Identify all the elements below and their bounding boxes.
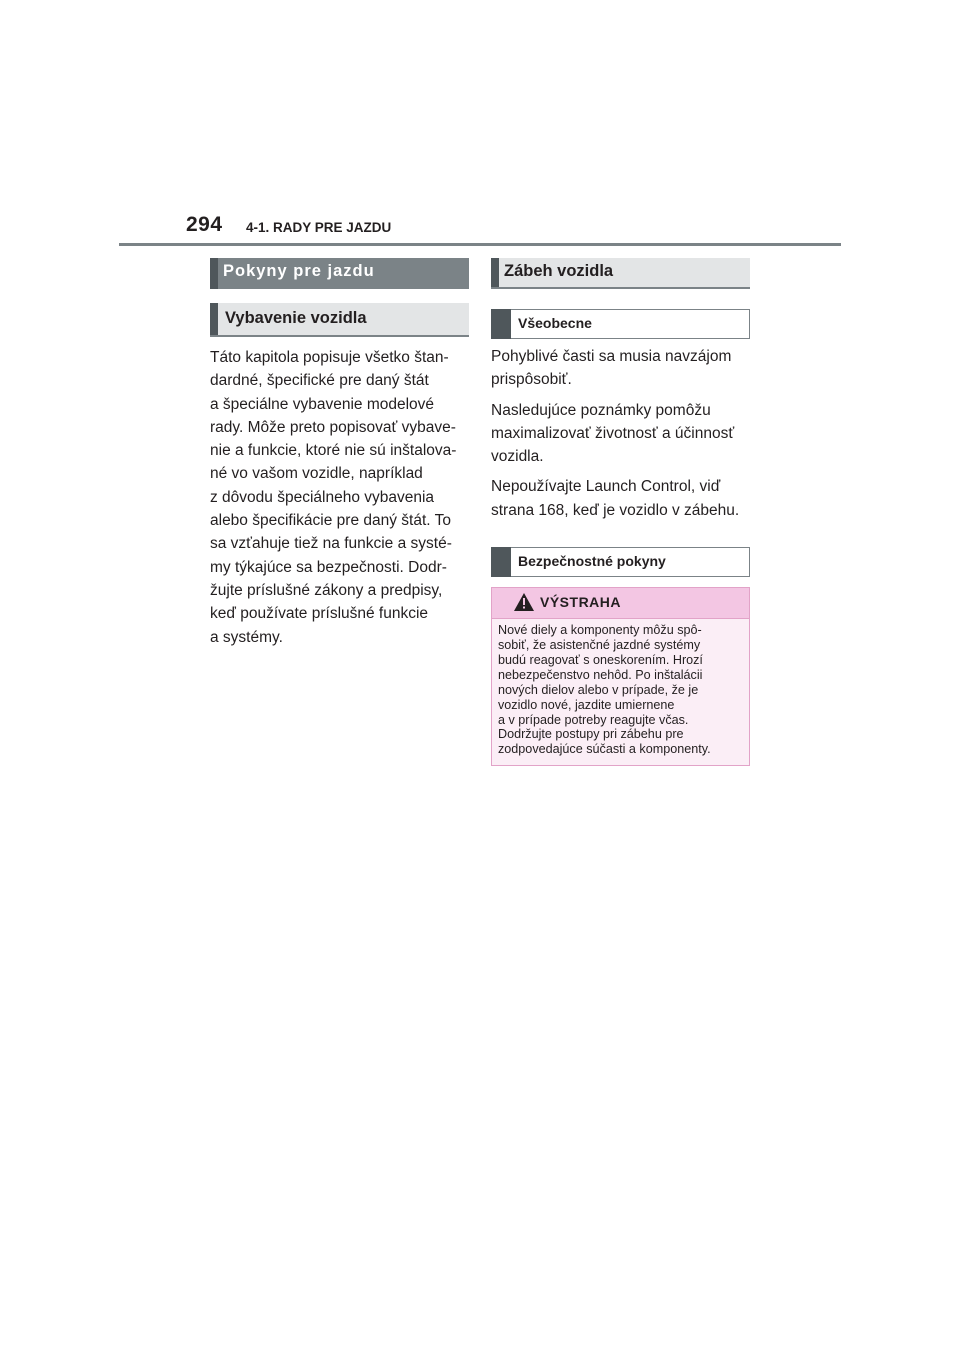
header-rule xyxy=(119,243,841,246)
text-line: Pohyblivé časti sa musia navzájom xyxy=(491,348,732,365)
safety-heading-box xyxy=(491,547,750,577)
warning-text xyxy=(492,619,749,765)
warning-header xyxy=(492,588,749,619)
section-title: Pokyny pre jazdu xyxy=(223,262,375,280)
text-line: Nepoužívajte Launch Control, viď xyxy=(491,478,721,496)
warning-box xyxy=(491,587,750,766)
warning-triangle-icon xyxy=(514,593,534,611)
text-line: a špeciálne vybavenie modelové xyxy=(210,395,435,413)
title-bar-marker xyxy=(210,258,218,289)
subsection-bar-marker xyxy=(210,303,218,335)
text-line: alebo špecifikácie pre daný štát. To xyxy=(210,512,451,530)
warning-line: vozidlo nové, jazdite umiernene xyxy=(498,697,675,712)
text-line: Nasledujúce poznámky pomôžu xyxy=(491,401,711,419)
left-column xyxy=(210,258,469,649)
warning-line: nových dielov alebo v prípade, že je xyxy=(498,682,699,697)
warning-line: sobiť, že asistenčné jazdné systémy xyxy=(498,637,701,652)
text-line: my týkajúce sa bezpečnosti. Dodr- xyxy=(210,558,447,576)
warning-line: a v prípade potreby reagujte včas. xyxy=(498,712,689,727)
warning-line: Dodržujte postupy pri zábehu pre xyxy=(498,727,684,742)
heading-marker xyxy=(491,309,511,339)
text-line: sa vzťahuje tiež na funkcie a systé- xyxy=(210,535,452,553)
section-label: 4-1. RADY PRE JAZDU xyxy=(246,220,392,235)
text-line: rady. Môže preto popisovať vybave- xyxy=(210,418,456,436)
section-title-bar xyxy=(491,258,750,289)
text-line: nie a funkcie, ktoré nie sú inštalova- xyxy=(210,442,457,460)
text-line: keď používate príslušné funkcie xyxy=(210,605,429,623)
paragraph xyxy=(491,475,750,522)
safety-heading: Bezpečnostné pokyny xyxy=(518,553,666,570)
text-line: vozidla. xyxy=(491,448,544,466)
right-column xyxy=(491,258,750,766)
text-line: né vo vašom vozidle, napríklad xyxy=(210,465,423,483)
text-line: a systémy. xyxy=(210,628,283,646)
text-line: maximalizovať životnosť a účinnosť xyxy=(491,424,735,442)
warning-line: nebezpečenstvo nehôd. Po inštalácii xyxy=(498,667,703,682)
section-title-bar xyxy=(210,258,469,289)
title-bar-marker xyxy=(491,258,499,287)
text-line: strana 168, keď je vozidlo v zábehu. xyxy=(491,501,740,519)
subsection-title: Vybavenie vozidla xyxy=(225,309,367,327)
intro-text xyxy=(210,346,469,649)
text-line: Táto kapitola popisuje všetko štan- xyxy=(210,349,449,366)
page-number: 294 xyxy=(186,213,223,236)
text-line: prispôsobiť. xyxy=(491,371,572,389)
subsection-bar xyxy=(210,303,469,337)
paragraph xyxy=(491,399,750,469)
paragraph xyxy=(491,345,750,392)
warning-line: zodpovedajúce súčasti a komponenty. xyxy=(498,742,711,757)
heading-marker xyxy=(491,547,511,577)
warning-line: Nové diely a komponenty môžu spô- xyxy=(498,623,702,638)
warning-line: budú reagovať s oneskorením. Hrozí xyxy=(498,652,703,667)
text-line: z dôvodu špeciálneho vybavenia xyxy=(210,488,435,506)
general-text xyxy=(491,345,750,522)
general-heading-box xyxy=(491,309,750,339)
text-line: dardné, špecifické pre daný štát xyxy=(210,372,429,390)
section-title: Zábeh vozidla xyxy=(504,262,614,280)
warning-title: VÝSTRAHA xyxy=(540,594,622,611)
text-line: žujte príslušné zákony a predpisy, xyxy=(210,581,443,599)
general-heading: Všeobecne xyxy=(518,315,592,331)
